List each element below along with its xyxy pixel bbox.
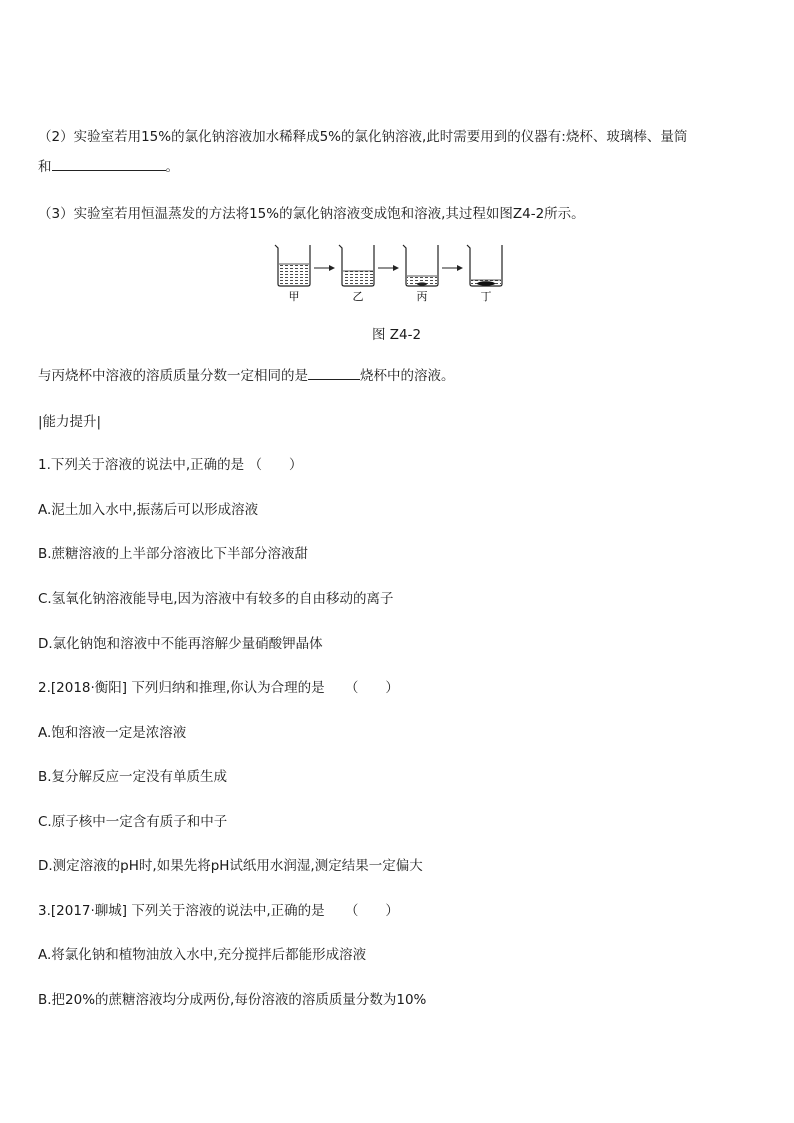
q3-answer-suffix: 烧杯中的溶液。 <box>360 368 455 384</box>
question-2-option-d: D.测定溶液的pH时,如果先将pH试纸用水润湿,测定结果一定偏大 <box>38 858 423 874</box>
question-2-option-c: C.原子核中一定含有质子和中子 <box>38 814 228 830</box>
label-ding: 丁 <box>480 290 492 303</box>
beaker-yi <box>339 245 374 286</box>
question-2-option-a: A.饱和溶液一定是浓溶液 <box>38 725 187 741</box>
q2-suffix: 。 <box>165 159 179 175</box>
q3-line-1: （3）实验室若用恒温蒸发的方法将15%的氯化钠溶液变成饱和溶液,其过程如图Z4-2所示。 <box>38 206 585 222</box>
question-3-option-a: A.将氯化钠和植物油放入水中,充分搅拌后都能形成溶液 <box>38 947 367 963</box>
beaker-ding <box>467 245 502 286</box>
question-3-option-b: B.把20%的蔗糖溶液均分成两份,每份溶液的溶质质量分数为10% <box>38 992 427 1008</box>
question-1-stem: 1.下列关于溶液的说法中,正确的是 （ ） <box>38 457 303 473</box>
question-1-option-d: D.氯化钠饱和溶液中不能再溶解少量硝酸钾晶体 <box>38 636 323 652</box>
question-3-stem: 3.[2017·聊城] 下列关于溶液的说法中,正确的是 （ ） <box>38 903 399 919</box>
label-bing: 丙 <box>416 290 428 303</box>
question-2-option-b: B.复分解反应一定没有单质生成 <box>38 769 228 785</box>
label-yi: 乙 <box>352 290 364 303</box>
q2-answer-blank[interactable] <box>52 158 166 171</box>
beaker-jia <box>275 245 310 286</box>
q2-line-1: （2）实验室若用15%的氯化钠溶液加水稀释成5%的氯化钠溶液,此时需要用到的仪器有:烧杯、玻璃棒、量筒 <box>38 129 688 145</box>
q3-answer-line <box>38 367 455 385</box>
q2-line-2 <box>38 158 179 176</box>
beaker-diagram <box>270 240 520 304</box>
q3-answer-prefix: 与丙烧杯中溶液的溶质质量分数一定相同的是 <box>38 368 308 384</box>
question-1-option-c: C.氢氧化钠溶液能导电,因为溶液中有较多的自由移动的离子 <box>38 591 394 607</box>
figure-caption: 图 Z4-2 <box>372 327 422 343</box>
beaker-figure <box>270 240 520 304</box>
q3-answer-blank[interactable] <box>308 367 360 380</box>
q2-prefix: 和 <box>38 159 52 175</box>
beaker-bing <box>403 245 438 286</box>
question-2-stem: 2.[2018·衡阳] 下列归纳和推理,你认为合理的是 （ ） <box>38 680 399 696</box>
label-jia: 甲 <box>288 290 300 303</box>
section-title: |能力提升| <box>38 414 102 430</box>
question-1-option-b: B.蔗糖溶液的上半部分溶液比下半部分溶液甜 <box>38 546 309 562</box>
question-1-option-a: A.泥土加入水中,振荡后可以形成溶液 <box>38 502 259 518</box>
